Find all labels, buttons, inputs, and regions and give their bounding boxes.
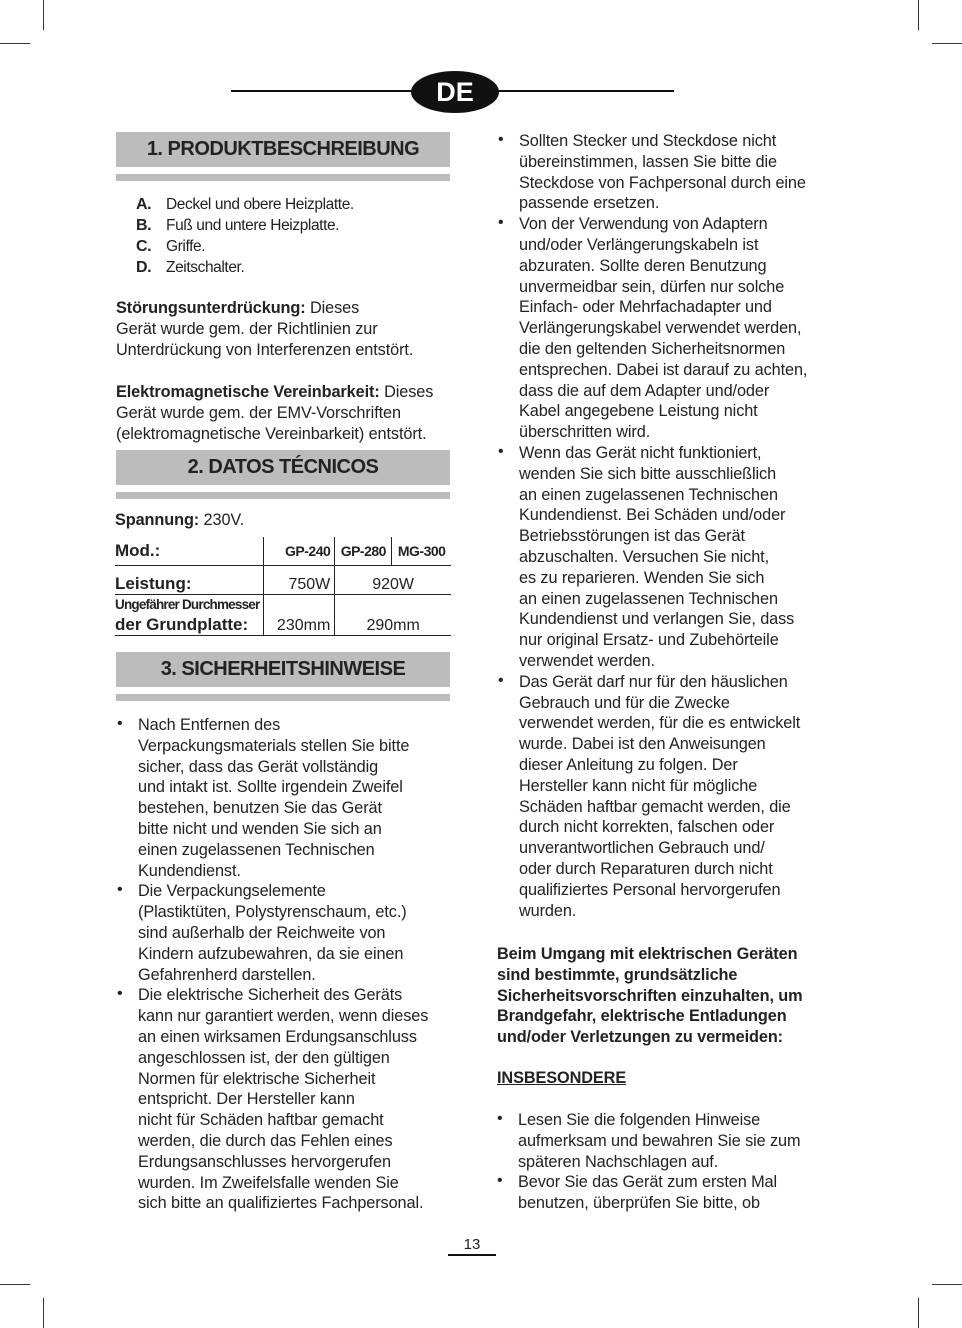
section-bar xyxy=(116,694,450,701)
part-item xyxy=(136,257,354,278)
bullet-item xyxy=(498,214,843,443)
text: Dieses Gerät wurde gem. der EMV-Vorschriften (elektromagnetische Vereinbarkeit) entstört. xyxy=(116,383,434,443)
language-badge: DE xyxy=(411,71,499,113)
bullet-text: Von der Verwendung von Adaptern und/oder Verlängerungskabeln ist abzuraten. Sollte deren Benutzung unvermeidbar sein, dürfen nur solche Einfach- oder Mehrfachadapter und Verlängerungskabel verwendet werden, die den geltenden Sicherheitsnormen entsprechen. Dabei ist darauf zu achten, dass die auf dem Adapter und/oder Kabel angegebene Leistung nicht überschritten wird. xyxy=(519,215,808,442)
bullet-icon: • xyxy=(117,715,123,732)
right-bullet-list xyxy=(498,131,843,921)
leistung-cell: 920W xyxy=(372,575,415,593)
part-text: Fuß und untere Heizplatte. xyxy=(166,217,340,234)
part-text: Deckel und obere Heizplatte. xyxy=(166,196,354,213)
parts-list xyxy=(136,194,354,278)
part-letter: D. xyxy=(136,259,152,276)
model-cell: GP-280 xyxy=(335,537,392,565)
bullet-icon: • xyxy=(498,214,504,232)
mod-label: Mod.: xyxy=(115,537,264,565)
final-bullet-list xyxy=(497,1110,842,1214)
part-item xyxy=(136,194,354,215)
text: Dieses Gerät wurde gem. der Richtlinien zur Unterdrückung von Interferenzen entstört. xyxy=(116,299,414,359)
bullet-item xyxy=(117,985,462,1214)
bullet-text: Wenn das Gerät nicht funktioniert, wenden Sie sich bitte ausschließlich an einen zugelassenen Technischen Kundendienst. Bei Schäden und/oder Betriebsstörungen ist das Gerät abzuschalten. Versuchen Sie nicht, es zu reparieren. Wenden Sie sich an einen zugelassenen Technischen Kundendienst und verlangen Sie, dass nur original Ersatz- und Zubehörteile verwendet werden. xyxy=(519,443,795,670)
page-number: 13 xyxy=(448,1236,496,1256)
insbesondere-heading: INSBESONDERE xyxy=(497,1069,627,1087)
label: Spannung: xyxy=(115,511,200,529)
bullet-text: Die elektrische Sicherheit des Geräts kann nur garantiert werden, wenn dieses an einen wirksamen Erdungsanschluss angeschlossen ist, der den gültigen Normen für elektrische Sicherheit entspricht. Der Hersteller kann nicht für Schäden haftbar gemacht werden, die durch das Fehlen eines Erdungsanschlusses hervorgerufen wurden. Im Zweifelsfalle wenden Sie sich bitte an qualifiziertes Fachpersonal. xyxy=(138,986,429,1213)
part-text: Griffe. xyxy=(166,238,206,255)
bullet-icon: • xyxy=(117,985,123,1003)
bullet-item xyxy=(498,131,843,214)
section-bar xyxy=(116,174,450,181)
durchmesser-label xyxy=(115,594,264,635)
label-line: der Grundplatte: xyxy=(115,614,249,634)
crop-mark xyxy=(918,1298,919,1328)
bullet-item xyxy=(497,1110,842,1172)
crop-mark xyxy=(43,1298,44,1328)
label: Elektromagnetische Vereinbarkeit: xyxy=(116,383,380,401)
table-row xyxy=(115,565,451,594)
crop-mark xyxy=(0,43,30,44)
stoerungsunterdrueckung-paragraph xyxy=(116,298,456,360)
bullet-text: Lesen Sie die folgenden Hinweise aufmerksam und bewahren Sie sie zum späteren Nachschlagen auf. xyxy=(518,1111,801,1171)
section-bar xyxy=(116,492,450,499)
part-letter: B. xyxy=(136,217,152,234)
bullet-icon: • xyxy=(117,881,123,899)
crop-mark xyxy=(918,0,919,30)
model-cell: MG-300 xyxy=(397,542,446,559)
part-item xyxy=(136,236,354,257)
specs-table xyxy=(115,537,451,636)
crop-mark xyxy=(0,1284,30,1285)
bullet-text: Das Gerät darf nur für den häuslichen Gebrauch und für die Zwecke verwendet werden, für die es entwickelt wurde. Dabei ist den Anweisungen dieser Anleitung zu folgen. Der Hersteller kann nicht für mögliche Schäden haftbar gemacht werden, die durch nicht korrekten, falschen oder unverantwortlichen Gebrauch und/ oder durch Reparaturen durch nicht qualifiziertes Personal hervorgerufen wurden. xyxy=(519,672,801,920)
bullet-icon: • xyxy=(498,671,504,689)
bullet-icon: • xyxy=(498,131,504,148)
bullet-item xyxy=(497,1172,842,1214)
bullet-text: Nach Entfernen des Verpackungsmaterials stellen Sie bitte sicher, dass das Gerät vollständig und intakt ist. Sollte irgendein Zweifel bestehen, benutzen Sie das Gerät bitte nicht und wenden Sie sich an einen zugelassenen Technischen Kundendienst. xyxy=(138,716,410,880)
table-row xyxy=(115,537,451,565)
part-text: Zeitschalter. xyxy=(166,259,245,276)
part-item xyxy=(136,215,354,236)
durchmesser-cell: 230mm xyxy=(264,594,335,635)
bullet-item xyxy=(117,881,462,985)
bullet-icon: • xyxy=(497,1110,503,1127)
emv-paragraph xyxy=(116,382,461,444)
spannung-line xyxy=(115,510,244,531)
bullet-item xyxy=(117,715,462,881)
label-line: Ungefährer Durchmesser xyxy=(115,596,260,612)
value: 230V. xyxy=(199,511,245,529)
safety-warning-bold: Beim Umgang mit elektrischen Geräten sind bestimmte, grundsätzliche Sicherheitsvorschriften einzuhalten, um Brandgefahr, elektrische Entladungen und/oder Verletzungen zu vermeiden: xyxy=(497,945,803,1047)
bullet-text: Die Verpackungselemente (Plastiktüten, Polystyrenschaum, etc.) sind außerhalb der Reichweite von Kindern aufzubewahren, da sie einen Gefahrenherd darstellen. xyxy=(138,882,407,984)
bullet-item xyxy=(498,443,843,672)
bullet-text: Bevor Sie das Gerät zum ersten Mal benutzen, überprüfen Sie bitte, ob xyxy=(518,1173,778,1213)
section-heading-sicherheitshinweise: 3. SICHERHEITSHINWEISE xyxy=(116,652,450,687)
bullet-text: Sollten Stecker und Steckdose nicht übereinstimmen, lassen Sie bitte die Steckdose von Fachpersonal durch eine passende ersetzen. xyxy=(519,132,806,213)
bullet-item xyxy=(498,672,843,922)
durchmesser-cell: 290mm xyxy=(366,616,420,634)
leistung-label: Leistung: xyxy=(115,565,264,594)
label: Störungsunterdrückung: xyxy=(116,299,306,317)
section-heading-produktbeschreibung: 1. PRODUKTBESCHREIBUNG xyxy=(116,132,450,167)
model-cell: GP-240 xyxy=(264,537,335,565)
bullet-icon: • xyxy=(497,1172,503,1190)
left-bullet-list xyxy=(117,715,462,1214)
crop-mark xyxy=(43,0,44,30)
table-row xyxy=(115,594,451,635)
crop-mark xyxy=(932,1284,962,1285)
section-heading-datos-tecnicos: 2. DATOS TÉCNICOS xyxy=(116,450,450,485)
part-letter: A. xyxy=(136,196,152,213)
leistung-cell: 750W xyxy=(264,565,335,594)
crop-mark xyxy=(932,43,962,44)
bullet-icon: • xyxy=(498,442,504,460)
part-letter: C. xyxy=(136,238,152,255)
